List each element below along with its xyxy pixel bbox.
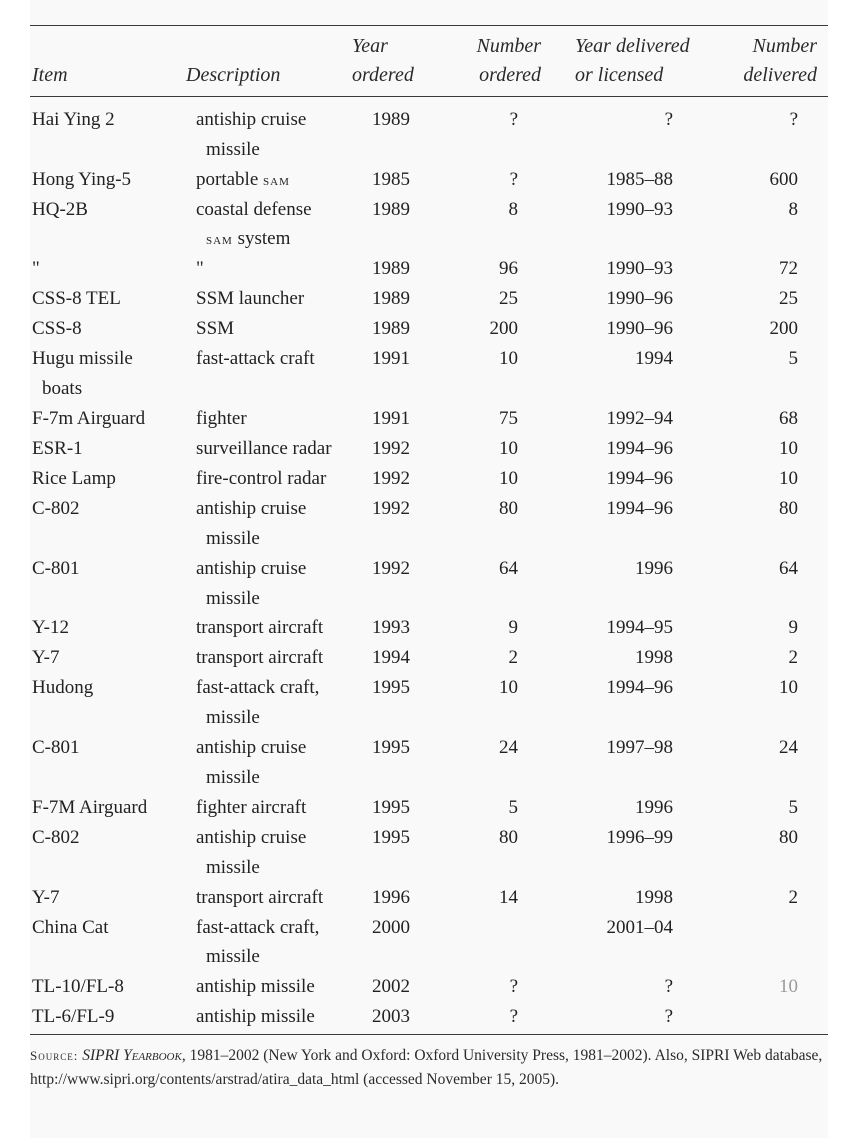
cell-description-line: fighter xyxy=(196,408,247,430)
cell-description-line: portable sam xyxy=(196,168,290,190)
cell-year-delivered: 1990–96 xyxy=(606,318,673,340)
cell-item xyxy=(32,643,192,673)
cell-number-ordered: 8 xyxy=(508,198,518,220)
cell-item xyxy=(32,344,192,404)
cell-year-ordered: 1989 xyxy=(372,258,410,280)
cell-description xyxy=(196,344,354,374)
cell-year-ordered: 1995 xyxy=(372,677,410,699)
cell-description-line: coastal defense xyxy=(196,198,312,220)
cell-number-delivered: 9 xyxy=(788,617,798,639)
cell-number-ordered: ? xyxy=(509,109,518,130)
cell-number-ordered: 25 xyxy=(499,288,518,310)
cell-year-ordered: 1989 xyxy=(372,198,410,220)
cell-number-ordered: ? xyxy=(509,168,518,190)
cell-description-line: antiship missile xyxy=(196,976,315,998)
cell-year-delivered: 1996–99 xyxy=(606,826,673,848)
cell-description xyxy=(196,314,354,344)
cell-year-delivered: 1994–96 xyxy=(606,677,673,699)
cell-year-delivered: 2001–04 xyxy=(606,916,673,938)
table-row xyxy=(0,404,856,434)
cell-item-line: " xyxy=(32,258,40,280)
cell-number-ordered: ? xyxy=(509,1006,518,1028)
cell-description-line: fast-attack craft, xyxy=(196,677,320,699)
cell-description xyxy=(196,105,354,165)
table-row xyxy=(0,643,856,673)
cell-item xyxy=(32,972,192,1002)
cell-description xyxy=(196,254,354,284)
cell-item-line: C-802 xyxy=(32,826,80,848)
table-row xyxy=(0,344,856,404)
cell-item xyxy=(32,883,192,913)
cell-year-delivered: 1997–98 xyxy=(606,737,673,759)
cell-description-line: missile xyxy=(206,856,260,878)
cell-number-delivered: 80 xyxy=(779,498,798,520)
cell-year-delivered: 1990–93 xyxy=(606,198,673,220)
cell-item-line: F-7m Airguard xyxy=(32,408,146,430)
cell-number-ordered: 10 xyxy=(499,438,518,460)
cell-year-ordered: 1989 xyxy=(372,109,410,130)
sam-abbrev: sam xyxy=(263,171,290,189)
cell-description xyxy=(196,823,354,883)
cell-item xyxy=(32,494,192,524)
cell-item xyxy=(32,613,192,643)
table-row xyxy=(0,284,856,314)
cell-description-line: fire-control radar xyxy=(196,468,327,490)
cell-description-line: transport aircraft xyxy=(196,886,324,908)
cell-number-delivered: 8 xyxy=(788,198,798,220)
cell-year-delivered: 1996 xyxy=(635,557,673,579)
cell-year-delivered: 1992–94 xyxy=(606,408,673,430)
header-number-ordered: Number ordered xyxy=(476,35,541,86)
table-bottom-rule xyxy=(30,1034,828,1035)
cell-year-ordered: 2002 xyxy=(372,976,410,998)
cell-number-delivered: 10 xyxy=(779,468,798,490)
table-header-rule xyxy=(30,96,828,97)
table-row xyxy=(0,195,856,255)
header-year-ordered: Year ordered xyxy=(352,35,414,86)
cell-item-line: boats xyxy=(42,378,83,400)
table-row xyxy=(0,554,856,614)
cell-description xyxy=(196,883,354,913)
cell-item-line: F-7M Airguard xyxy=(32,796,148,818)
cell-year-ordered: 2000 xyxy=(372,916,410,938)
table-row xyxy=(0,733,856,793)
cell-year-ordered: 1985 xyxy=(372,168,410,190)
cell-item xyxy=(32,673,192,703)
cell-year-ordered: 1991 xyxy=(372,408,410,430)
cell-year-delivered: 1994–96 xyxy=(606,468,673,490)
cell-number-ordered: 75 xyxy=(499,408,518,430)
table-row xyxy=(0,613,856,643)
cell-number-ordered: 200 xyxy=(489,318,518,340)
cell-year-ordered: 1989 xyxy=(372,288,410,310)
cell-year-delivered: ? xyxy=(664,109,673,130)
cell-year-ordered: 1991 xyxy=(372,348,410,370)
table-row xyxy=(0,913,856,973)
cell-description xyxy=(196,195,354,256)
cell-description-line: sam system xyxy=(206,228,291,250)
cell-year-delivered: 1994–95 xyxy=(606,617,673,639)
cell-item-line: ESR-1 xyxy=(32,438,83,460)
table-row xyxy=(0,972,856,1002)
cell-year-delivered: 1990–93 xyxy=(606,258,673,280)
cell-item-line: Hai Ying 2 xyxy=(32,109,115,130)
cell-description-line: fast-attack craft, xyxy=(196,916,320,938)
cell-item xyxy=(32,733,192,763)
table-row xyxy=(0,494,856,554)
table-body xyxy=(0,105,856,1032)
cell-number-delivered: 80 xyxy=(779,826,798,848)
header-description: Description xyxy=(186,64,281,86)
table-row xyxy=(0,314,856,344)
cell-number-delivered: 2 xyxy=(788,886,798,908)
cell-number-ordered: 10 xyxy=(499,348,518,370)
cell-description xyxy=(196,434,354,464)
cell-number-delivered: 10 xyxy=(779,438,798,460)
cell-year-delivered: ? xyxy=(664,1006,673,1028)
cell-number-delivered: 10 xyxy=(779,976,798,998)
table-row xyxy=(0,883,856,913)
table-row xyxy=(0,793,856,823)
cell-number-delivered: 25 xyxy=(779,288,798,310)
cell-year-ordered: 1996 xyxy=(372,886,410,908)
source-org: SIPRI xyxy=(691,1047,730,1064)
cell-number-delivered: 5 xyxy=(788,796,798,818)
table-row xyxy=(0,823,856,883)
cell-item-line: CSS-8 TEL xyxy=(32,288,121,310)
cell-description-line: antiship cruise xyxy=(196,557,307,579)
cell-description xyxy=(196,643,354,673)
cell-year-delivered: 1985–88 xyxy=(606,168,673,190)
cell-number-ordered: 2 xyxy=(508,647,518,669)
cell-description-line: antiship missile xyxy=(196,1006,315,1028)
header-number-delivered: Number delivered xyxy=(743,35,817,86)
table-row xyxy=(0,464,856,494)
cell-description-line: antiship cruise xyxy=(196,109,307,130)
cell-number-ordered: 96 xyxy=(499,258,518,280)
table-row xyxy=(0,254,856,284)
table-row xyxy=(0,105,856,165)
cell-item xyxy=(32,1002,192,1032)
source-text-1: , 1981–2002 (New York and Oxford: Oxford University Press, 1981–2002). Also, xyxy=(181,1047,692,1064)
cell-item-line: C-801 xyxy=(32,737,80,759)
cell-year-ordered: 1995 xyxy=(372,796,410,818)
cell-item-line: Rice Lamp xyxy=(32,468,116,490)
cell-description-line: SSM xyxy=(196,318,235,340)
cell-year-delivered: 1998 xyxy=(635,647,673,669)
cell-description-line: missile xyxy=(206,587,260,609)
cell-number-delivered: 24 xyxy=(779,737,798,759)
cell-description-line: fast-attack craft xyxy=(196,348,315,370)
cell-item xyxy=(32,823,192,853)
cell-description xyxy=(196,972,354,1002)
cell-description xyxy=(196,464,354,494)
cell-description xyxy=(196,913,354,973)
source-note xyxy=(30,1044,830,1092)
cell-item-line: TL-6/FL-9 xyxy=(32,1006,115,1028)
cell-description xyxy=(196,793,354,823)
cell-year-delivered: 1994–96 xyxy=(606,438,673,460)
sam-abbrev: sam xyxy=(206,231,233,249)
cell-year-ordered: 1992 xyxy=(372,498,410,520)
cell-number-ordered: 24 xyxy=(499,737,518,759)
cell-number-delivered: 600 xyxy=(769,168,798,190)
cell-description-line: surveillance radar xyxy=(196,438,332,460)
cell-item-line: CSS-8 xyxy=(32,318,82,340)
cell-year-ordered: 2003 xyxy=(372,1006,410,1028)
cell-description-line: missile xyxy=(206,138,260,160)
cell-item xyxy=(32,434,192,464)
cell-description-line: " xyxy=(196,258,204,280)
cell-description xyxy=(196,165,354,196)
cell-description-line: transport aircraft xyxy=(196,647,324,669)
cell-description xyxy=(196,1002,354,1032)
cell-item xyxy=(32,793,192,823)
cell-year-delivered: 1994–96 xyxy=(606,498,673,520)
source-text-2: Web database, http://www.sipri.org/contents/arstrad/atira_data_html (accessed November 15, 2005). xyxy=(30,1047,823,1088)
cell-description-line: missile xyxy=(206,946,260,968)
cell-number-delivered: 2 xyxy=(788,647,798,669)
cell-description xyxy=(196,733,354,793)
cell-item xyxy=(32,254,192,284)
cell-description-line: transport aircraft xyxy=(196,617,324,639)
cell-year-delivered: 1994 xyxy=(635,348,673,370)
cell-number-ordered: 14 xyxy=(499,886,518,908)
cell-number-delivered: ? xyxy=(789,109,798,130)
cell-item xyxy=(32,284,192,314)
cell-number-ordered: 64 xyxy=(499,557,518,579)
cell-item-line: HQ-2B xyxy=(32,198,88,220)
cell-description xyxy=(196,613,354,643)
table-row xyxy=(0,434,856,464)
cell-description-line: antiship cruise xyxy=(196,826,307,848)
cell-description-line: antiship cruise xyxy=(196,737,307,759)
cell-year-ordered: 1993 xyxy=(372,617,410,639)
cell-description xyxy=(196,284,354,314)
cell-description-line: missile xyxy=(206,527,260,549)
cell-description-line: fighter aircraft xyxy=(196,796,307,818)
cell-item xyxy=(32,165,192,195)
cell-number-ordered: 10 xyxy=(499,677,518,699)
cell-item xyxy=(32,554,192,584)
cell-number-delivered: 72 xyxy=(779,258,798,280)
cell-description-line: SSM launcher xyxy=(196,288,305,310)
cell-number-delivered: 5 xyxy=(788,348,798,370)
cell-item xyxy=(32,404,192,434)
cell-item xyxy=(32,314,192,344)
table-row xyxy=(0,673,856,733)
cell-item-line: TL-10/FL-8 xyxy=(32,976,124,998)
cell-year-delivered: 1990–96 xyxy=(606,288,673,310)
cell-number-ordered: 10 xyxy=(499,468,518,490)
cell-year-delivered: 1996 xyxy=(635,796,673,818)
cell-year-delivered: ? xyxy=(664,976,673,998)
cell-item-line: China Cat xyxy=(32,916,109,938)
cell-item-line: Y-7 xyxy=(32,886,60,908)
cell-number-ordered: ? xyxy=(509,976,518,998)
cell-year-ordered: 1995 xyxy=(372,737,410,759)
table-row xyxy=(0,165,856,195)
cell-item xyxy=(32,195,192,225)
cell-item xyxy=(32,464,192,494)
table-top-rule xyxy=(30,25,828,26)
table-row xyxy=(0,1002,856,1032)
cell-year-ordered: 1989 xyxy=(372,318,410,340)
source-publication: SIPRI Yearbook xyxy=(82,1047,182,1064)
cell-item-line: Hong Ying-5 xyxy=(32,168,132,190)
cell-item-line: Hudong xyxy=(32,677,94,699)
cell-item-line: C-802 xyxy=(32,498,80,520)
cell-year-ordered: 1992 xyxy=(372,557,410,579)
cell-year-ordered: 1992 xyxy=(372,468,410,490)
cell-number-delivered: 200 xyxy=(769,318,798,340)
cell-number-delivered: 10 xyxy=(779,677,798,699)
cell-number-delivered: 64 xyxy=(779,557,798,579)
cell-item xyxy=(32,105,192,135)
header-item: Item xyxy=(32,64,68,86)
cell-number-ordered: 5 xyxy=(508,796,518,818)
cell-year-ordered: 1992 xyxy=(372,438,410,460)
cell-description-line: missile xyxy=(206,766,260,788)
header-year-delivered: Year delivered or licensed xyxy=(575,35,690,86)
cell-number-delivered: 68 xyxy=(779,408,798,430)
cell-description xyxy=(196,494,354,554)
cell-description xyxy=(196,404,354,434)
cell-number-ordered: 80 xyxy=(499,826,518,848)
cell-year-ordered: 1995 xyxy=(372,826,410,848)
cell-description-line: antiship cruise xyxy=(196,498,307,520)
cell-item-line: Y-12 xyxy=(32,617,69,639)
cell-description-line: missile xyxy=(206,707,260,729)
cell-number-ordered: 80 xyxy=(499,498,518,520)
cell-number-ordered: 9 xyxy=(508,617,518,639)
cell-item-line: Y-7 xyxy=(32,647,60,669)
cell-year-delivered: 1998 xyxy=(635,886,673,908)
cell-item-line: Hugu missile xyxy=(32,348,133,370)
cell-year-ordered: 1994 xyxy=(372,647,410,669)
cell-item xyxy=(32,913,192,943)
source-label: Source: xyxy=(30,1048,79,1063)
cell-item-line: C-801 xyxy=(32,557,80,579)
cell-description xyxy=(196,673,354,733)
cell-description xyxy=(196,554,354,614)
